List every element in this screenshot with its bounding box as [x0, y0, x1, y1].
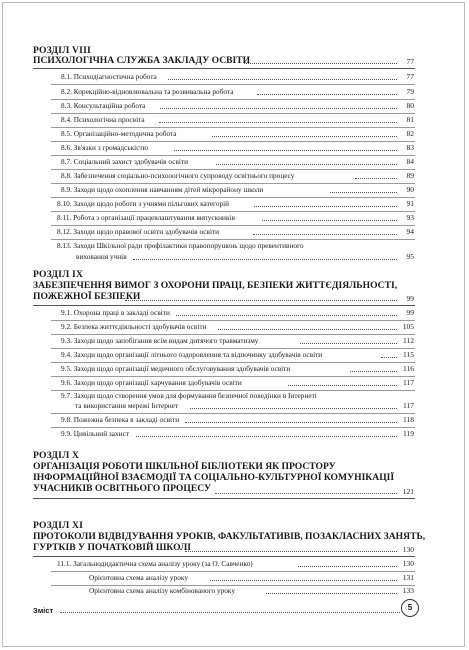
toc-entry-page: 80: [406, 101, 414, 110]
toc-entry-page: 91: [406, 199, 414, 208]
section-label: РОЗДІЛ ХІ: [33, 520, 84, 531]
toc-entry-page: 79: [406, 87, 414, 96]
leader-dots: [185, 551, 397, 552]
leader-dots: [176, 315, 397, 316]
toc-entry[interactable]: [0, 558, 469, 570]
toc-entry[interactable]: [0, 114, 469, 126]
leader-dots: [253, 234, 397, 235]
toc-entry-text: 8.2. Корекційно-відновлювальна та розвивальна робота: [61, 87, 234, 96]
page-number-badge: 5: [401, 599, 419, 617]
leader-dots: [350, 371, 397, 372]
section-title-line: ГУРТКІВ У ПОЧАТКОВІЙ ШКОЛІ: [33, 542, 191, 554]
toc-entry[interactable]: [0, 428, 469, 440]
section-page-number: 121: [402, 487, 414, 496]
section-title-line: ОРГАНІЗАЦІЯ РОБОТИ ШКІЛЬНОЇ БІБЛІОТЕКИ ЯК ПРОСТОРУ: [33, 461, 336, 472]
toc-entry[interactable]: [0, 572, 469, 584]
toc-entry-text: 8.10. Заходи щодо роботи з учнями пільгових категорій: [57, 199, 230, 208]
section-title-line: УЧАСНИКІВ ОСВІТНЬОГО ПРОЦЕСУ: [33, 483, 212, 495]
leader-dots: [262, 220, 397, 221]
leader-dots: [215, 493, 397, 494]
toc-entry[interactable]: [0, 86, 469, 98]
section-rule: [33, 498, 415, 499]
toc-entry-page: 90: [406, 185, 414, 194]
toc-entry[interactable]: [0, 71, 469, 83]
toc-entry-text: 9.2. Безпека життєдіяльності здобувачів освіти: [61, 322, 207, 331]
toc-entry-page: 117: [403, 378, 414, 387]
leader-dots: [216, 164, 397, 165]
leader-dots: [355, 178, 397, 179]
toc-entry-text: 8.11. Робота з організації працевлаштування випускників: [57, 213, 235, 222]
toc-entry[interactable]: [0, 100, 469, 112]
toc-entry-text: 9.5. Заходи щодо організації медичного обслуговування здобувачів освіти: [61, 364, 291, 373]
leader-dots: [257, 94, 397, 95]
toc-entry-page: 118: [403, 415, 414, 424]
leader-dots: [254, 206, 397, 207]
toc-entry-page: 95: [406, 252, 414, 261]
toc-entry-continued[interactable]: [0, 400, 469, 412]
leader-dots: [330, 192, 397, 193]
leader-dots: [133, 259, 397, 260]
toc-entry-text: 8.13. Заходи Шкільної ради профілактики правопорушень щодо превентивного: [57, 241, 304, 250]
toc-entry-text: 8.7. Соціальний захист здобувачів освіти: [61, 157, 189, 166]
toc-entry-text: Орієнтовна схема аналізу комбінованого уроку: [89, 586, 235, 595]
toc-entry-text: 8.12. Заходи щодо правової освіти здобувачів освіти: [57, 227, 220, 236]
toc-entry[interactable]: [0, 156, 469, 168]
toc-entry-text: 9.1. Охорона праці в закладі освіти: [61, 308, 170, 317]
toc-entry-page: 119: [403, 429, 414, 438]
section-rule: [33, 68, 415, 69]
leader-dots: [174, 150, 397, 151]
toc-entry[interactable]: [0, 198, 469, 210]
toc-entry-text: 9.8. Пожежна безпека в закладі освіти: [61, 415, 180, 424]
section-page-number: 130: [402, 545, 414, 554]
toc-entry-text: 9.6. Заходи щодо організації харчування здобувачів освіти: [61, 378, 242, 387]
toc-entry-text-line2: виховання учнів: [76, 252, 127, 261]
leader-dots: [185, 422, 397, 423]
toc-entry-text: 9.3. Заходи щодо запобігання всім видам дитячого травматизму: [61, 336, 259, 345]
toc-entry-text: 8.3. Консультаційна робота: [61, 101, 146, 110]
section-rule: [33, 556, 415, 557]
toc-entry-text: 9.4. Заходи щодо організації літнього оздоровлення та відпочинку здобувачів освіти: [61, 350, 323, 359]
toc-entry[interactable]: [0, 170, 469, 182]
toc-entry-page: 116: [403, 364, 414, 373]
toc-entry-page: 89: [406, 171, 414, 180]
toc-entry-text: 9.9. Цивільний захист: [61, 429, 130, 438]
toc-entry-text: 8.6. Зв'язки з громадськістю: [61, 143, 149, 152]
footer-dots: [60, 612, 400, 613]
section-page-number: 77: [406, 57, 414, 66]
toc-entry-page: 94: [406, 227, 414, 236]
toc-entry[interactable]: [0, 128, 469, 140]
toc-entry-page: 83: [406, 143, 414, 152]
leader-dots: [136, 436, 397, 437]
toc-entry[interactable]: [0, 349, 469, 361]
leader-dots: [266, 593, 397, 594]
toc-entry[interactable]: [0, 335, 469, 347]
toc-entry-text: 9.7. Заходи щодо створення умов для формування безпечної поведінки в Інтернеті: [61, 391, 317, 400]
leader-dots: [298, 566, 397, 567]
leader-dots: [125, 300, 397, 301]
toc-entry-page: 130: [402, 559, 414, 568]
section-page-number: 99: [406, 294, 414, 303]
toc-entry-page: 105: [402, 322, 414, 331]
toc-entry[interactable]: [0, 307, 469, 319]
section-label: РОЗДІЛ Х: [33, 450, 80, 461]
toc-entry-page: 112: [403, 336, 414, 345]
leader-dots: [160, 108, 397, 109]
toc-entry-page: 99: [406, 308, 414, 317]
toc-entry[interactable]: [0, 585, 469, 597]
toc-entry-page: 77: [406, 72, 414, 81]
leader-dots: [300, 343, 397, 344]
section-title-line: ПРОТОКОЛИ ВІДВІДУВАННЯ УРОКІВ, ФАКУЛЬТАТИВІВ, ПОЗАКЛАСНИХ ЗАНЯТЬ,: [33, 531, 426, 542]
leader-dots: [210, 580, 397, 581]
leader-dots: [168, 79, 397, 80]
leader-dots: [244, 63, 397, 64]
section-title-line: ІНФОРМАЦІЙНОЇ ВЗАЄМОДІЇ ТА СОЦІАЛЬНО-КУЛЬТУРНОЇ КОМУНІКАЦІЇ: [33, 472, 395, 484]
toc-entry-continued[interactable]: [0, 251, 469, 263]
toc-entry-text: 8.8. Забезпечення соціально-психологічного супроводу освітнього процесу: [61, 171, 295, 180]
section-label: РОЗДІЛ VIII: [33, 45, 91, 56]
toc-entry-text: 8.4. Психологічна просвіта: [61, 115, 145, 124]
toc-entry-page: 133: [402, 586, 414, 595]
entry-rule: [51, 84, 415, 85]
toc-entry-page: 82: [406, 129, 414, 138]
toc-entry[interactable]: [0, 184, 469, 196]
toc-entry-text: 8.5. Організаційно-методична робота: [61, 129, 177, 138]
section-title[interactable]: [33, 461, 415, 495]
toc-entry-page: 93: [406, 213, 414, 222]
leader-dots: [381, 357, 397, 358]
toc-entry-page: 117: [403, 401, 414, 410]
toc-entry-text: 8.9. Заходи щодо охоплення навчанням дітей мікрорайону школи: [61, 185, 264, 194]
section-title-line: ЗАБЕЗПЕЧЕННЯ ВИМОГ З ОХОРОНИ ПРАЦІ, БЕЗПЕКИ ЖИТТЄДІЯЛЬНОСТІ,: [33, 280, 398, 291]
toc-entry[interactable]: [0, 377, 469, 389]
toc-entry-page: 131: [402, 573, 414, 582]
section-title-line: ПОЖЕЖНОЇ БЕЗПЕКИ: [33, 291, 141, 303]
toc-entry-page: 81: [406, 115, 414, 124]
toc-entry-text: Орієнтовна схема аналізу уроку: [89, 573, 188, 582]
section-title[interactable]: [33, 55, 415, 66]
leader-dots: [212, 136, 397, 137]
toc-entry-text: 11.1. Загальнодидактична схема аналізу уроку (за О. Савченко): [57, 559, 253, 568]
toc-entry[interactable]: [0, 321, 469, 333]
leader-dots: [218, 329, 397, 330]
toc-entry-page: 84: [406, 157, 414, 166]
toc-entry[interactable]: [0, 414, 469, 426]
toc-entry-text: 8.1. Психодіагностична робота: [61, 72, 157, 81]
toc-entry[interactable]: [0, 212, 469, 224]
section-label: РОЗДІЛ IX: [33, 269, 84, 280]
toc-entry-page: 115: [403, 350, 414, 359]
leader-dots: [288, 385, 397, 386]
footer-label: Зміст: [33, 606, 54, 615]
section-title-line: ПСИХОЛОГІЧНА СЛУЖБА ЗАКЛАДУ ОСВІТИ: [33, 55, 251, 66]
toc-entry-text-line2: та використання мережі Інтернет: [75, 401, 179, 410]
toc-entry[interactable]: [0, 363, 469, 375]
leader-dots: [159, 122, 397, 123]
toc-entry[interactable]: [0, 226, 469, 238]
section-rule: [33, 305, 415, 306]
toc-entry[interactable]: [0, 142, 469, 154]
leader-dots: [190, 408, 397, 409]
